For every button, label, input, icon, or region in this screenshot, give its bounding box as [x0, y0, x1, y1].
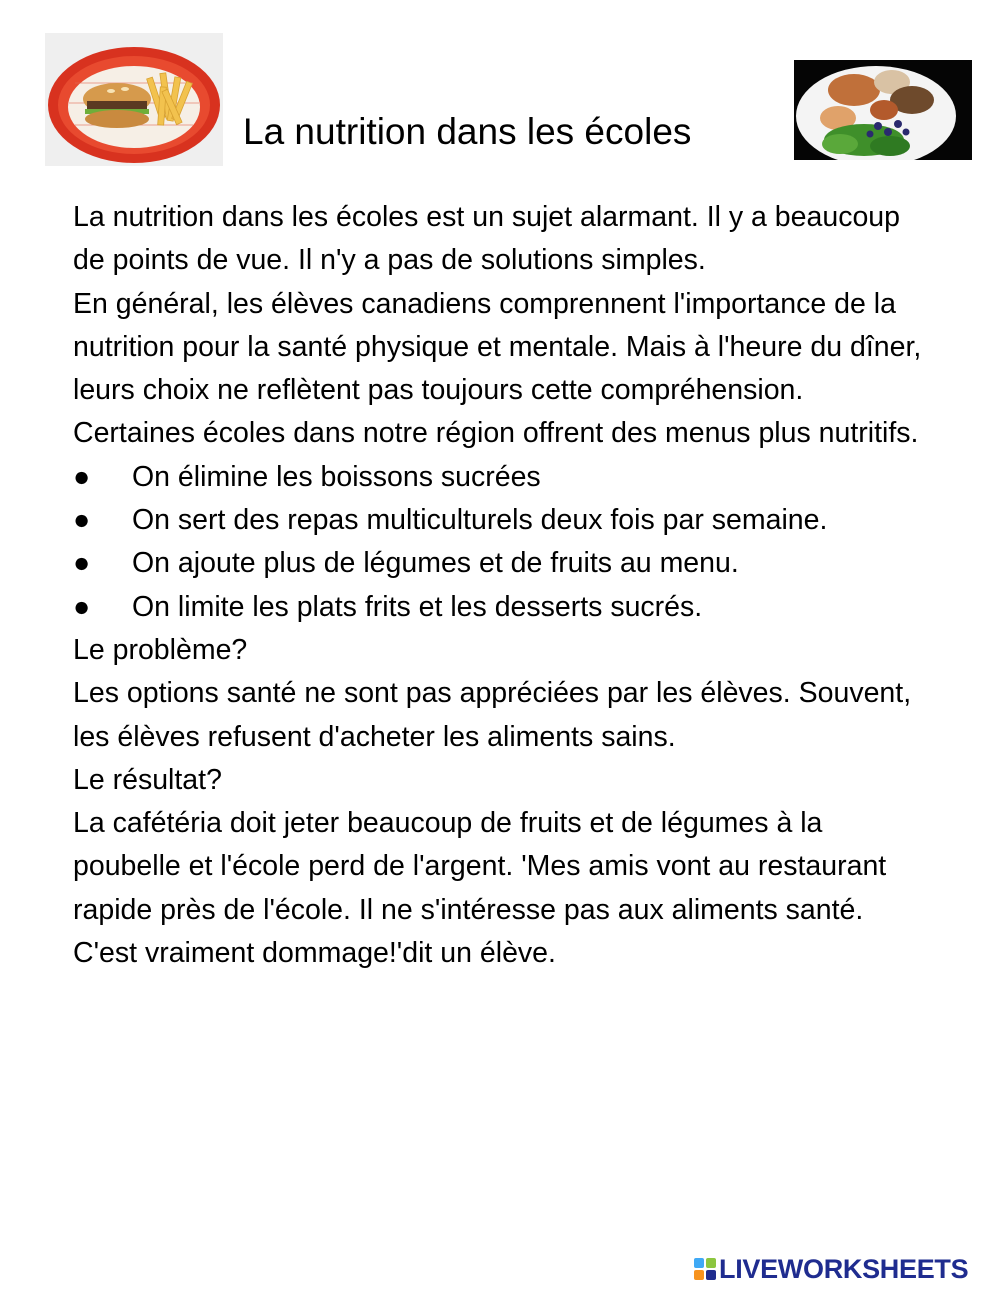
- salad-plate-icon: [794, 60, 972, 160]
- bullet-dot: ●: [73, 590, 91, 623]
- bullet-dot: ●: [73, 460, 91, 493]
- bullet-dot: ●: [73, 547, 91, 580]
- salad-plate-image: [794, 60, 972, 160]
- bullet-item: ● On élimine les boissons sucrées: [73, 456, 933, 499]
- bullet-item: ● On limite les plats frits et les desserts sucrés.: [73, 586, 933, 629]
- paragraph-intro: La nutrition dans les écoles est un sujet alarmant. Il y a beaucoup de points de vue. Il n'y a pas de solutions simples.: [73, 201, 901, 277]
- result-heading: Le résultat?: [73, 763, 222, 796]
- result-text: La cafétéria doit jeter beaucoup de fruits et de légumes à la poubelle et l'école perd de l'argent. 'Mes amis vont au restaurant rapide près de l'école. Il ne s'intéresse pas aux aliments santé. C'est vraiment dommage!'dit un élève.: [73, 807, 887, 970]
- problem-heading: Le problème?: [73, 633, 248, 666]
- liveworksheets-logo-icon: [693, 1257, 717, 1281]
- bullet-item: ● On sert des repas multiculturels deux fois par semaine.: [73, 499, 933, 542]
- problem-text: Les options santé ne sont pas appréciées par les élèves. Souvent, les élèves refusent d'acheter les aliments sains.: [73, 677, 912, 753]
- burger-fries-basket-icon: [45, 33, 223, 166]
- article-body: [73, 196, 933, 975]
- paragraph-context: En général, les élèves canadiens comprennent l'importance de la nutrition pour la santé physique et mentale. Mais à l'heure du dîner, leurs choix ne reflètent pas toujours cette compréhension. Certaines écoles dans notre région offrent des menus plus nutritifs.: [73, 287, 922, 450]
- bullet-dot: ●: [73, 504, 91, 537]
- logo-text: LIVEWORKSHEETS: [719, 1254, 969, 1284]
- bullet-item: ● On ajoute plus de légumes et de fruits au menu.: [73, 542, 933, 585]
- liveworksheets-logo[interactable]: [693, 1256, 968, 1282]
- page-title: La nutrition dans les écoles: [243, 111, 692, 152]
- burger-fries-image: [45, 33, 223, 166]
